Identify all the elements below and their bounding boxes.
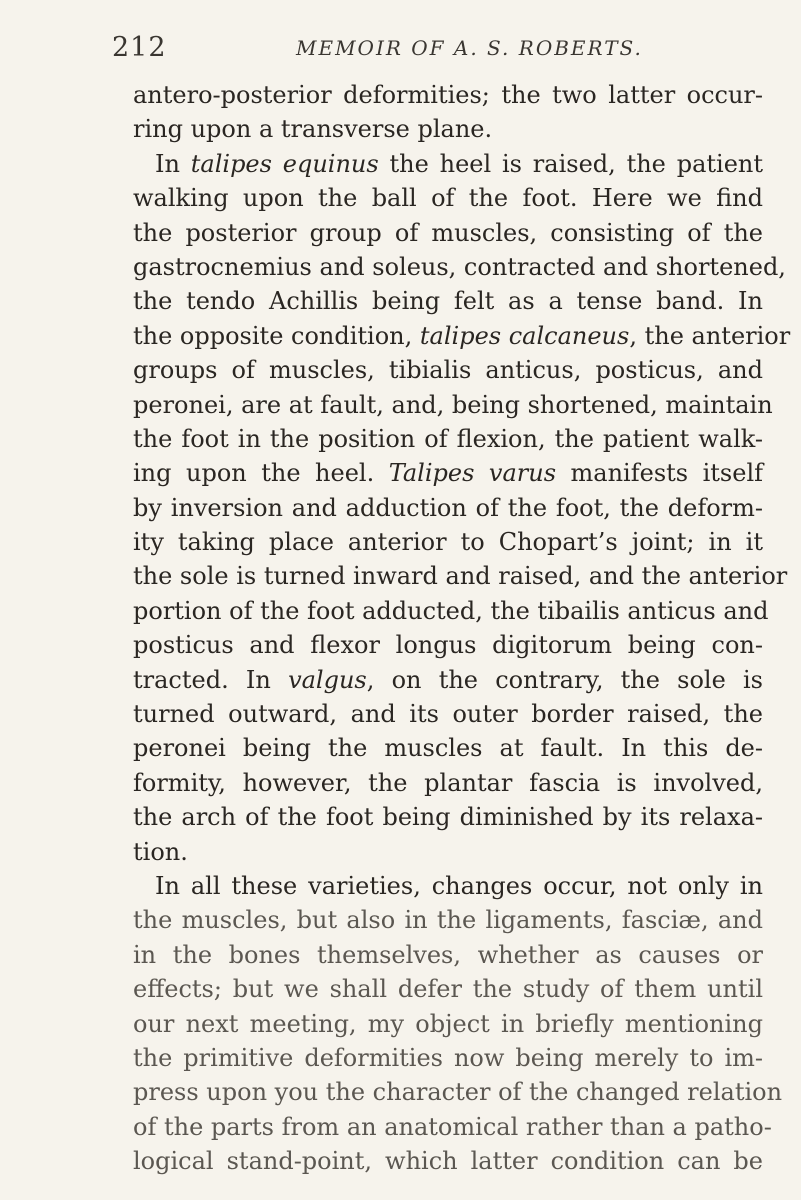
- text-run: , on the contrary, the sole is: [366, 665, 763, 694]
- italic-term: talipes calcaneus: [419, 321, 630, 350]
- text-run: In: [155, 149, 191, 178]
- text-line: [133, 938, 763, 972]
- italic-term: Talipes varus: [388, 459, 557, 488]
- page-header: [112, 26, 752, 66]
- text-run: the opposite condition,: [133, 321, 420, 350]
- text-run: the muscles, but also in the ligaments, fasciæ, and: [133, 906, 763, 935]
- text-run: our next meeting, my object in briefly mentioning: [133, 1009, 763, 1038]
- text-line: [133, 250, 786, 284]
- running-head: MEMOIR OF A. S. ROBERTS.: [296, 36, 643, 60]
- text-line: [133, 388, 773, 422]
- text-line: [133, 766, 763, 800]
- text-run: ing upon the heel.: [133, 459, 389, 488]
- text-run: by inversion and adduction of the foot, the deform-: [133, 493, 763, 522]
- text-line: [133, 663, 763, 697]
- text-run: press upon you the character of the changed relation: [133, 1078, 783, 1107]
- text-line: [133, 112, 763, 146]
- text-run: formity, however, the plantar fascia is involved,: [133, 768, 763, 797]
- text-run: ity taking place anterior to Chopart’s joint; in it: [133, 528, 763, 557]
- text-run: effects; but we shall defer the study of them until: [133, 975, 763, 1004]
- text-line: [133, 903, 763, 937]
- text-line: [133, 147, 763, 181]
- italic-term: talipes equinus: [190, 149, 379, 178]
- text-run: the arch of the foot being diminished by its relaxa-: [133, 803, 763, 832]
- text-line: [133, 972, 763, 1006]
- text-line: [133, 559, 788, 593]
- text-run: groups of muscles, tibialis anticus, posticus, and: [133, 356, 763, 385]
- text-run: ring upon a transverse plane.: [133, 115, 493, 144]
- text-line: [133, 1075, 783, 1109]
- text-run: turned outward, and its outer border raised, the: [133, 700, 763, 729]
- text-run: antero-posterior deformities; the two latter occur-: [133, 81, 763, 109]
- text-run: peronei, are at fault, and, being shortened, maintain: [133, 390, 773, 419]
- text-line: [133, 216, 763, 250]
- text-line: [133, 594, 769, 628]
- text-line: [133, 731, 763, 765]
- text-run: tion.: [133, 837, 188, 866]
- text-line: [133, 181, 763, 215]
- text-line: [133, 869, 763, 903]
- page-number: 212: [112, 32, 167, 63]
- text-run: in the bones themselves, whether as causes or: [133, 940, 763, 969]
- italic-term: valgus: [288, 665, 367, 694]
- text-run: logical stand-point, which latter condition can be: [133, 1147, 763, 1176]
- text-run: posticus and flexor longus digitorum being con-: [133, 631, 763, 660]
- text-run: the foot in the position of flexion, the patient walk-: [133, 424, 763, 453]
- text-line: [133, 525, 763, 559]
- text-run: the heel is raised, the patient: [378, 149, 763, 178]
- text-run: tracted. In: [133, 665, 289, 694]
- text-run: the sole is turned inward and raised, and the anterior: [133, 562, 788, 591]
- text-line: [133, 491, 763, 525]
- text-run: peronei being the muscles at fault. In this de-: [133, 734, 763, 763]
- text-line: [133, 456, 763, 490]
- text-line: [133, 1041, 763, 1075]
- text-run: portion of the foot adducted, the tibailis anticus and: [133, 596, 769, 625]
- text-line: [133, 628, 763, 662]
- text-run: manifests itself: [556, 459, 763, 488]
- text-run: In all these varieties, changes occur, not only in: [155, 871, 763, 900]
- text-line: [133, 422, 763, 456]
- text-line: [133, 319, 791, 353]
- text-run: of the parts from an anatomical rather than a patho-: [133, 1112, 772, 1141]
- text-line: [133, 1144, 763, 1178]
- text-run: the tendo Achillis being felt as a tense band. In: [133, 287, 763, 316]
- text-line: [133, 835, 763, 869]
- text-run: gastrocnemius and soleus, contracted and shortened,: [133, 252, 786, 281]
- text-run: the posterior group of muscles, consisting of the: [133, 218, 763, 247]
- text-run: the primitive deformities now being merely to im-: [133, 1043, 763, 1072]
- text-line: [133, 353, 763, 387]
- text-line: [133, 697, 763, 731]
- text-line: [133, 78, 763, 112]
- body-text: [133, 78, 791, 1179]
- text-line: [133, 284, 763, 318]
- text-line: [133, 800, 763, 834]
- text-line: [133, 1110, 772, 1144]
- text-run: walking upon the ball of the foot. Here we find: [133, 184, 763, 213]
- text-line: [133, 1007, 763, 1041]
- text-run: , the anterior: [629, 321, 791, 350]
